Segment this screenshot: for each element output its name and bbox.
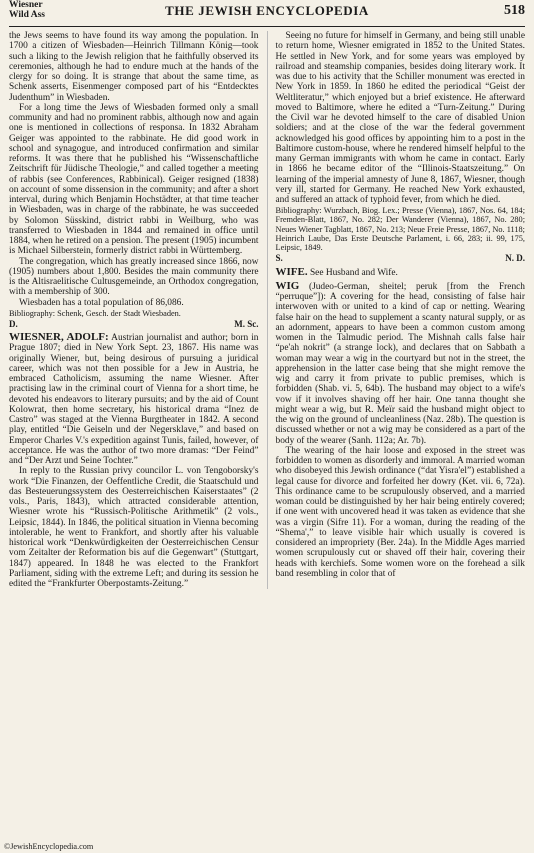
paragraph: In reply to the Russian privy councilor L. von Tengoborsky's work “Die Finanzen, der Oeffentliche Credit, die Staatschuld und das Besteuerungssystem des Oesterreichischen Kaiserstaates” (2 vols., Paris, 1843), which attracted considerable attention, Wiesner wrote his “Russisch-Politische Arithmetik” (2 vols., Leipsic, 1844). In 1846, the political situation in Vienna becoming intolerable, he went to Frankfort, and shortly after his valuable historical work “Denkwürdigkeiten der Oesterreichischen Censur vom Zeitalter der Reformation bis auf die Gegenwart” (Stuttgart, 1847) appeared. In 1848 he was elected to the Frankfort Parliament, siding with the extreme Left; and during its session he edited the “Frankfurter Oberpostamts-Zeitung.” [9, 466, 259, 590]
running-head-line: Wiesner [9, 0, 43, 10]
copyright-footer: ©JewishEncyclopedia.com [4, 842, 94, 851]
entry-heading: WIESNER, ADOLF: [9, 331, 109, 344]
signature-left: D. [9, 318, 18, 329]
entry-wife [276, 267, 526, 278]
right-column [268, 31, 526, 589]
page-header [9, 0, 525, 27]
publication-title: THE JEWISH ENCYCLOPEDIA [165, 3, 369, 18]
bibliography: Bibliography: Schenk, Gesch. der Stadt Wiesbaden. [9, 308, 181, 318]
paragraph: Seeing no future for himself in Germany, and being still unable to return home, Wiesner emigrated in 1852 to the United States. He settled in New York, and for some years was employed by railroad and steamship companies, besides doing literary work. It was due to his activity that the Schiller monument was erected in New York in 1859. In 1860 he edited the periodical “Geist der Weltliteratur,” which enjoyed but a brief existence. He afterward moved to Baltimore, where he edited a “Turn-Zeitung.” During the Civil war he devoted himself to the care of disabled Union soldiers; and at the close of the war the federal government acknowledged his good offices by appointing him to a post in the Baltimore custom-house, where he rendered himself helpful to the many German immigrants with whom he came in contact. Early in 1866 he became editor of the “Illinois-Staatszeitung.” On learning of the imperial amnesty of June 8, 1867, Wiesner, though very ill, started for Germany. He reached New York exhausted, and suffered an attack of typhoid fever, from which he died. [275, 31, 525, 205]
paragraph: The wearing of the hair loose and exposed in the street was forbidden to women as disorderly and immoral. A married woman who disobeyed this Jewish ordinance (“dat Yisra'el”) established a legal cause for divorce and forfeited her dowry (Ket. vii. 6, 72a). This ordinance came to be scrupulously observed, and a married woman could be distinguished by her hair being entirely covered; if one went with uncovered head it was taken as evidence that she was a virgin (Sifre 11). For a woman, during the reading of the “Shema',” to leave visible hair which usually is covered is considered an impropriety (Ber. 24a). In the Middle Ages married women scrupulously cut or shaved off their hair, covering their heads with kerchiefs. Some women wore on the forehead a silk band resembling in color that of [275, 445, 525, 579]
paragraph: The congregation, which has greatly increased since 1866, now (1905) numbers about 1,800. Besides the main community there is the Altisraelitische Cultusgemeinde, an Orthodox congregation, with a membership of 300. [9, 256, 259, 298]
running-head-line: Wild Ass [9, 10, 45, 20]
entry-wiesner [9, 332, 259, 466]
left-column [9, 31, 268, 589]
author-signature [9, 319, 259, 329]
signature-right: N. D. [505, 253, 525, 264]
entry-heading: WIFE. [275, 265, 308, 278]
bibliography: Bibliography: Wurzbach, Biog. Lex.; Presse (Vienna), 1867, Nos. 64, 184; Fremden-Blatt, 1867, No. 282; Der Wanderer (Vienna), 1867, No. 280; Neues Wiener Tagblatt, 1867, No. 213; Neue Freie Presse, 1867, No. 1118; Heinrich Laube, Das Erste Deutsche Parlament, i. 66, 283; ii. 99, 175, Leipsic, 1849. [275, 206, 525, 253]
page-number: 518 [504, 3, 525, 18]
entry-heading: WIG [275, 279, 300, 292]
entry-text: See Husband and Wife. [307, 267, 398, 278]
text-columns [9, 31, 525, 589]
author-signature [276, 253, 526, 263]
entry-text: Austrian journalist and author; born in Prague 1807; died in New York Sept. 23, 1867. His name was originally Wiener, but, being desirous of pursuing a juridical career, which was not then possible for a Jew in Austria, he embraced Catholicism, assuming the name Wiesner. After practising law in the criminal court of Vienna for a short time, he devoted his endeavors to literary pursuits; and by the aid of Count Kolowrat, then home secretary, his historical drama “Inez de Castro” was staged at the Vienna Burgtheater in 1842. A second play, entitled “Die Geiseln und der Negersklave,” and based on Emperor Charles V.'s expedition against Tunis, failed, however, of acceptance. He was the author of two more dramas: “Der Feind” and “Der Arzt und Seine Tochter.” [9, 333, 259, 467]
paragraph: Wiesbaden has a total population of 86,086. [19, 297, 184, 308]
paragraph: For a long time the Jews of Wiesbaden formed only a small community and had no prominent rabbis, although now and again one is mentioned in collections of responsa. In 1832 Abraham Geiger was appointed to the rabbinate. He did good work in school and synagogue, and introduced confirmation and similar reforms. It was there that he published his “Wissenschaftliche Zeitschrift für Jüdische Theologie,” and called together a meeting of rabbis (see Conferences, Rabbinical). Geiger resigned (1838) on account of some dissension in the community; and after a short interval, during which Benjamin Hochstädter, at that time teacher in Wiesbaden, was in charge of the rabbinate, he was succeeded by Solomon Süsskind, district rabbi in Weilburg, who was transferred to Wiesbaden in 1844 and remained in office until 1884, when he retired on a pension. The present (1905) incumbent is Michael Silberstein, formerly district rabbi in Württemberg. [9, 102, 259, 257]
signature-right: M. Sc. [234, 318, 259, 329]
entry-text: (Judeo-German, sheitel; peruk [from the French “perruque”]): A covering for the head, consisting of false hair interwoven with or united to a kind of cap or netting. Wearing false hair on the head to supplement a scanty natural supply, or as an adornment, appears to have been a common custom among women in the Talmudic period. The Mishnah calls false hair “pe'ah nokrit” (a strange lock), and declares that on Sabbath a woman may wear a wig in the courtyard but not in the street, the apprehension in the latter case being that she might remove the wig and carry it from private to public premises, which is forbidden (Shab. vi. 5, 64b). The husband may object to a wife's vow if it involves shaving off her hair. One tanna thought she might wear a wig, but R. Meïr said the husband might object to the wig on the ground of uncleanliness (Naz. 28b). The question is discussed whether or not a wig may be considered as a part of the body of the wearer (Sanh. 112a; Ar. 7b). [275, 281, 526, 446]
entry-wig [276, 281, 526, 446]
signature-left: S. [275, 253, 283, 264]
paragraph: the Jews seems to have found its way among the population. In 1700 a citizen of Wiesbaden—Heinrich Tillmann König—took such a liking to the Jewish religion that he faithfully observed its ceremonies, although he had to endure much at the hands of the clergy for so doing. It is strange that about the same time, as Schenk asserts, Eisenmenger composed part of his “Entdecktes Judenthum” in Wiesbaden. [9, 31, 259, 103]
